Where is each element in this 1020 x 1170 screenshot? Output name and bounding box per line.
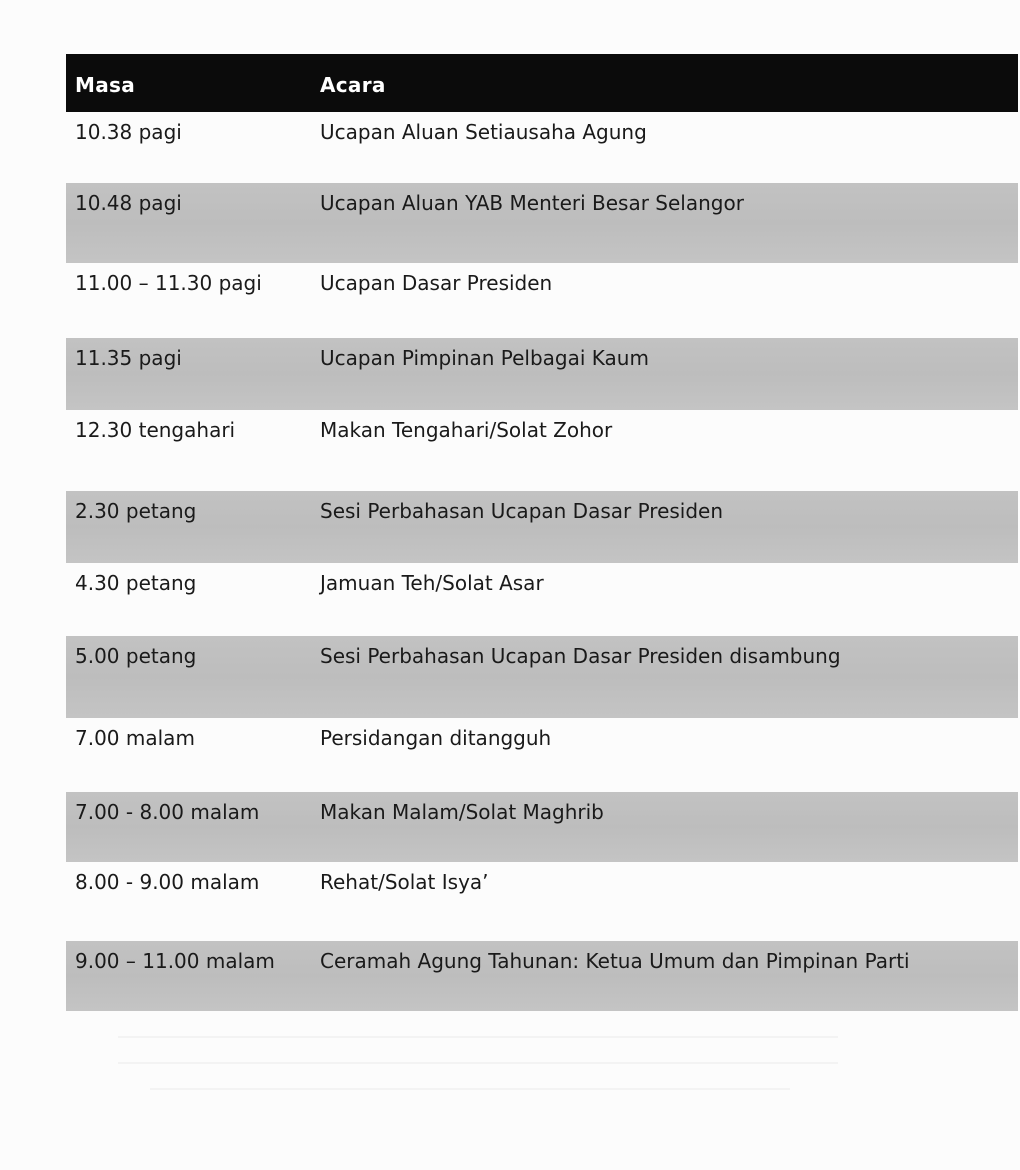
row-time: 11.35 pagi	[75, 346, 182, 370]
row-event: Ceramah Agung Tahunan: Ketua Umum dan Pimpinan Parti	[320, 949, 910, 973]
row-event: Persidangan ditangguh	[320, 726, 552, 750]
row-event: Ucapan Pimpinan Pelbagai Kaum	[320, 346, 649, 370]
row-event: Makan Tengahari/Solat Zohor	[320, 418, 613, 442]
row-time: 2.30 petang	[75, 499, 197, 523]
row-event: Ucapan Aluan Setiausaha Agung	[320, 120, 647, 144]
row-time: 12.30 tengahari	[75, 418, 236, 442]
table-row	[66, 263, 1018, 338]
table-row	[66, 862, 1018, 941]
row-event: Sesi Perbahasan Ucapan Dasar Presiden disambung	[320, 644, 841, 668]
table-header	[66, 54, 1018, 112]
header-time: Masa	[75, 73, 135, 97]
header-event: Acara	[320, 73, 386, 97]
table-row	[66, 941, 1018, 1011]
table-row	[66, 112, 1018, 183]
table-row	[66, 491, 1018, 563]
row-time: 11.00 – 11.30 pagi	[75, 271, 262, 295]
row-time: 10.48 pagi	[75, 191, 182, 215]
row-time: 7.00 malam	[75, 726, 195, 750]
table-row	[66, 792, 1018, 862]
row-event: Sesi Perbahasan Ucapan Dasar Presiden	[320, 499, 724, 523]
bleed-through-line	[150, 1088, 790, 1090]
row-time: 5.00 petang	[75, 644, 197, 668]
row-event: Rehat/Solat Isya’	[320, 870, 489, 894]
row-time: 9.00 – 11.00 malam	[75, 949, 275, 973]
bleed-through-line	[118, 1036, 838, 1038]
table-row	[66, 636, 1018, 718]
row-time: 7.00 - 8.00 malam	[75, 800, 260, 824]
row-time: 10.38 pagi	[75, 120, 182, 144]
row-event: Jamuan Teh/Solat Asar	[320, 571, 544, 595]
table-row	[66, 718, 1018, 792]
row-event: Ucapan Dasar Presiden	[320, 271, 553, 295]
row-event: Ucapan Aluan YAB Menteri Besar Selangor	[320, 191, 744, 215]
row-time: 4.30 petang	[75, 571, 197, 595]
table-row	[66, 338, 1018, 410]
table-row	[66, 183, 1018, 263]
row-time: 8.00 - 9.00 malam	[75, 870, 260, 894]
table-row	[66, 563, 1018, 636]
bleed-through-line	[118, 1062, 838, 1064]
row-event: Makan Malam/Solat Maghrib	[320, 800, 604, 824]
schedule-table	[66, 54, 1018, 973]
table-row	[66, 410, 1018, 491]
